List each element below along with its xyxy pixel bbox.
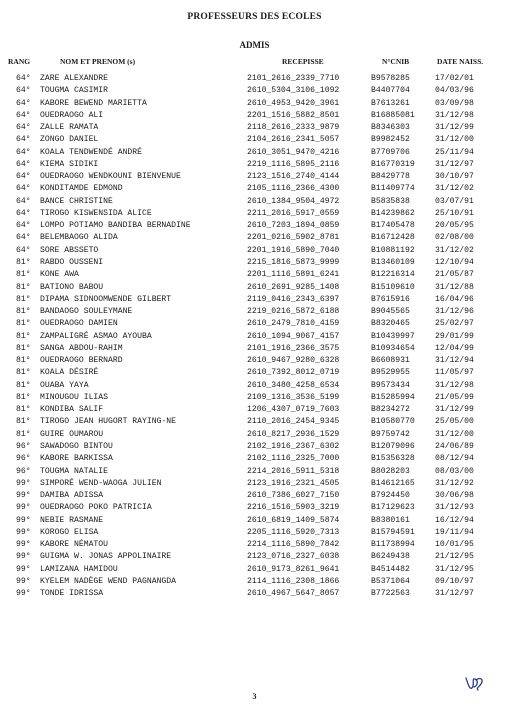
- cell-rang: 81°: [16, 392, 31, 402]
- cell-cnib: B7613261: [371, 98, 410, 108]
- cell-cnib: B6608931: [371, 356, 410, 366]
- cell-date: 31/12/00: [435, 135, 474, 145]
- cell-date: 31/12/96: [435, 307, 474, 317]
- column-header-recepisse: RECEPISSE: [282, 57, 324, 66]
- cell-recepisse: 2610_7392_8012_0719: [247, 368, 340, 378]
- cell-nom: KABORE BARKISSA: [40, 454, 113, 464]
- cell-cnib: B6249438: [371, 552, 410, 562]
- cell-nom: SANGA ABDOU-RAHIM: [40, 343, 123, 353]
- cell-recepisse: 2105_1116_2366_4300: [247, 184, 340, 194]
- cell-nom: RABDO OUSSENI: [40, 257, 104, 267]
- cell-rang: 81°: [16, 429, 31, 439]
- table-row: [0, 367, 509, 379]
- cell-rang: 64°: [16, 221, 31, 231]
- column-header-cnib: N°CNIB: [382, 57, 410, 66]
- cell-recepisse: 2119_0416_2343_6397: [247, 294, 340, 304]
- cell-recepisse: 2102_1116_2325_7000: [247, 454, 340, 464]
- cell-date: 31/12/92: [435, 478, 474, 488]
- cell-nom: OUEDRAOGO DAMIEN: [40, 319, 118, 329]
- cell-rang: 99°: [16, 564, 31, 574]
- cell-recepisse: 2123_0716_2327_6038: [247, 552, 340, 562]
- cell-cnib: B10881192: [371, 245, 415, 255]
- cell-rang: 99°: [16, 503, 31, 513]
- cell-nom: ZONGO DANIEL: [40, 135, 99, 145]
- cell-rang: 64°: [16, 184, 31, 194]
- cell-date: 24/06/89: [435, 441, 474, 451]
- cell-nom: OUABA YAYA: [40, 380, 89, 390]
- cell-cnib: B16770319: [371, 159, 415, 169]
- cell-cnib: B12079096: [371, 441, 415, 451]
- cell-cnib: B8380161: [371, 515, 410, 525]
- cell-recepisse: 2214_2016_5911_5318: [247, 466, 340, 476]
- table-row: [0, 110, 509, 122]
- cell-rang: 81°: [16, 257, 31, 267]
- table-row: [0, 147, 509, 159]
- cell-cnib: B8346303: [371, 123, 410, 133]
- column-header-rang: RANG: [8, 57, 31, 66]
- cell-nom: OUEDRAOGO BERNARD: [40, 356, 123, 366]
- cell-recepisse: 2101_2616_2339_7710: [247, 74, 340, 83]
- cell-recepisse: 2114_1116_2308_1866: [247, 576, 340, 586]
- cell-date: 30/10/97: [435, 172, 474, 182]
- table-row: [0, 196, 509, 208]
- table-row: [0, 331, 509, 343]
- cell-rang: 64°: [16, 74, 31, 83]
- cell-recepisse: 2102_1916_2367_6302: [247, 441, 340, 451]
- cell-nom: BANCE CHRISTINE: [40, 196, 113, 206]
- cell-date: 31/12/99: [435, 123, 474, 133]
- page-number: 3: [252, 692, 257, 701]
- cell-rang: 81°: [16, 319, 31, 329]
- table-row: [0, 85, 509, 97]
- cell-recepisse: 2214_1116_5890_7842: [247, 540, 340, 550]
- cell-cnib: B7615916: [371, 294, 410, 304]
- cell-date: 17/02/01: [435, 74, 474, 83]
- cell-recepisse: 2123_1516_2740_4144: [247, 172, 340, 182]
- cell-rang: 64°: [16, 98, 31, 108]
- cell-cnib: B8320465: [371, 319, 410, 329]
- cell-cnib: B7709706: [371, 147, 410, 157]
- cell-nom: KOROGO ELISA: [40, 527, 99, 537]
- cell-nom: DAMIBA ADISSA: [40, 491, 104, 501]
- cell-rang: 64°: [16, 159, 31, 169]
- cell-date: 09/10/97: [435, 576, 474, 586]
- cell-recepisse: 2215_1816_5873_9999: [247, 257, 340, 267]
- cell-nom: SIMPORÉ WEND-WAOGA JULIEN: [40, 478, 162, 488]
- cell-nom: TIROGO JEAN HUGORT RAYING-NE: [40, 417, 176, 427]
- table-row: [0, 269, 509, 281]
- cell-cnib: B9529955: [371, 368, 410, 378]
- cell-nom: SORE ABSSETO: [40, 245, 99, 255]
- cell-nom: OUEDRAOGO POKO PATRICIA: [40, 503, 152, 513]
- table-row: [0, 159, 509, 171]
- cell-date: 31/12/00: [435, 429, 474, 439]
- cell-date: 21/12/95: [435, 552, 474, 562]
- cell-date: 11/05/97: [435, 368, 474, 378]
- table-row: [0, 98, 509, 110]
- cell-cnib: B15356328: [371, 454, 415, 464]
- cell-nom: TOUGMA NATALIE: [40, 466, 108, 476]
- cell-date: 31/12/97: [435, 589, 474, 599]
- cell-nom: GUIRE OUMAROU: [40, 429, 104, 439]
- cell-cnib: B11409774: [371, 184, 415, 194]
- cell-recepisse: 2101_1916_2366_3575: [247, 343, 340, 353]
- cell-date: 31/12/98: [435, 110, 474, 120]
- cell-rang: 99°: [16, 552, 31, 562]
- cell-rang: 96°: [16, 466, 31, 476]
- cell-cnib: B15109610: [371, 282, 415, 292]
- cell-cnib: B17129623: [371, 503, 415, 513]
- cell-recepisse: 2610_5304_3106_1092: [247, 86, 340, 96]
- cell-recepisse: 1206_4307_0719_7603: [247, 405, 340, 415]
- table-row: [0, 134, 509, 146]
- cell-nom: TOUGMA CASIMIR: [40, 86, 108, 96]
- cell-nom: ZALLE RAMATA: [40, 123, 99, 133]
- cell-nom: TONDE IDRISSA: [40, 589, 104, 599]
- cell-date: 25/02/97: [435, 319, 474, 329]
- table-row: [0, 343, 509, 355]
- cell-nom: TIROGO KISWENSIDA ALICE: [40, 208, 152, 218]
- table-row: [0, 453, 509, 465]
- cell-cnib: B10439997: [371, 331, 415, 341]
- cell-recepisse: 2610_7203_1894_0859: [247, 221, 340, 231]
- cell-recepisse: 2610_2691_9285_1408: [247, 282, 340, 292]
- cell-date: 31/12/97: [435, 159, 474, 169]
- cell-recepisse: 2201_1116_5891_6241: [247, 270, 340, 280]
- cell-cnib: B11738994: [371, 540, 415, 550]
- document-title: PROFESSEURS DES ECOLES: [187, 12, 322, 22]
- table-row: [0, 355, 509, 367]
- cell-rang: 99°: [16, 589, 31, 599]
- table-row: [0, 478, 509, 490]
- cell-date: 31/12/98: [435, 380, 474, 390]
- cell-recepisse: 2201_1516_5882_8501: [247, 110, 340, 120]
- table-row: [0, 318, 509, 330]
- cell-nom: DIPAMA SIDNOOMWENDE GILBERT: [40, 294, 172, 304]
- cell-rang: 81°: [16, 417, 31, 427]
- cell-date: 21/05/99: [435, 392, 474, 402]
- table-row: [0, 466, 509, 478]
- table-row: [0, 490, 509, 502]
- cell-rang: 81°: [16, 331, 31, 341]
- cell-rang: 99°: [16, 540, 31, 550]
- cell-recepisse: 2610_7386_6027_7150: [247, 491, 340, 501]
- cell-cnib: B9573434: [371, 380, 410, 390]
- cell-nom: KONDITAMDE EDMOND: [40, 184, 123, 194]
- table-row: [0, 232, 509, 244]
- cell-recepisse: 2211_2016_5917_0559: [247, 208, 340, 218]
- cell-nom: BANDAOGO SOULEYMANE: [40, 307, 133, 317]
- cell-cnib: B9578285: [371, 74, 410, 83]
- cell-date: 31/12/94: [435, 356, 474, 366]
- table-row: [0, 208, 509, 220]
- table-row: [0, 183, 509, 195]
- table-row: [0, 73, 509, 85]
- cell-cnib: B16885081: [371, 110, 415, 120]
- cell-rang: 64°: [16, 245, 31, 255]
- table-row: [0, 416, 509, 428]
- cell-cnib: B8028203: [371, 466, 410, 476]
- cell-date: 31/12/93: [435, 503, 474, 513]
- cell-cnib: B4514482: [371, 564, 410, 574]
- cell-date: 20/05/95: [435, 221, 474, 231]
- cell-date: 31/12/88: [435, 282, 474, 292]
- table-row: [0, 539, 509, 551]
- cell-cnib: B14239862: [371, 208, 415, 218]
- cell-recepisse: 2610_4967_5647_8057: [247, 589, 340, 599]
- table-row: [0, 392, 509, 404]
- cell-date: 12/04/99: [435, 343, 474, 353]
- cell-cnib: B8429778: [371, 172, 410, 182]
- cell-rang: 81°: [16, 356, 31, 366]
- cell-cnib: B16712428: [371, 233, 415, 243]
- cell-nom: KOALA DÉSIRÉ: [40, 368, 99, 378]
- cell-date: 08/03/00: [435, 466, 474, 476]
- cell-rang: 81°: [16, 368, 31, 378]
- cell-nom: KONDIBA SALIF: [40, 405, 104, 415]
- table-row: [0, 576, 509, 588]
- cell-nom: KABORE BEWEND MARIETTA: [40, 98, 147, 108]
- cell-cnib: B15794591: [371, 527, 415, 537]
- table-row: [0, 380, 509, 392]
- cell-recepisse: 2216_1516_5903_3219: [247, 503, 340, 513]
- cell-date: 03/09/98: [435, 98, 474, 108]
- table-row: [0, 122, 509, 134]
- cell-rang: 81°: [16, 405, 31, 415]
- cell-recepisse: 2610_6819_1409_5874: [247, 515, 340, 525]
- cell-rang: 96°: [16, 454, 31, 464]
- table-row: [0, 564, 509, 576]
- cell-date: 31/12/02: [435, 245, 474, 255]
- cell-date: 25/11/94: [435, 147, 474, 157]
- table-row: [0, 404, 509, 416]
- cell-recepisse: 2123_1916_2321_4505: [247, 478, 340, 488]
- table-row: [0, 245, 509, 257]
- results-table: [0, 73, 509, 600]
- cell-nom: ZAMPALIGRÉ ASMAO AYOUBA: [40, 331, 152, 341]
- cell-cnib: B9982452: [371, 135, 410, 145]
- cell-recepisse: 2110_2016_2454_9345: [247, 417, 340, 427]
- column-header-nom: NOM ET PRENOM (s): [60, 57, 136, 66]
- cell-date: 12/10/94: [435, 257, 474, 267]
- cell-cnib: B10934654: [371, 343, 415, 353]
- cell-cnib: B8234272: [371, 405, 410, 415]
- cell-rang: 64°: [16, 208, 31, 218]
- cell-rang: 81°: [16, 282, 31, 292]
- cell-recepisse: 2610_2479_7810_4159: [247, 319, 340, 329]
- cell-nom: KIEMA SIDIKI: [40, 159, 99, 169]
- table-row: [0, 294, 509, 306]
- table-row: [0, 527, 509, 539]
- cell-recepisse: 2610_1384_9504_4972: [247, 196, 340, 206]
- cell-date: 31/12/95: [435, 564, 474, 574]
- cell-nom: ZARE ALEXANDRE: [40, 74, 108, 83]
- cell-recepisse: 2104_2616_2341_5057: [247, 135, 340, 145]
- cell-cnib: B10580770: [371, 417, 415, 427]
- cell-rang: 81°: [16, 294, 31, 304]
- cell-rang: 64°: [16, 196, 31, 206]
- table-row: [0, 306, 509, 318]
- cell-rang: 96°: [16, 441, 31, 451]
- table-row: [0, 515, 509, 527]
- table-row: [0, 171, 509, 183]
- cell-nom: KABORE NÉMATOU: [40, 540, 108, 550]
- cell-nom: OUEDRAOGO WENDKOUNI BIENVENUE: [40, 172, 181, 182]
- cell-nom: OUEDRAOGO ALI: [40, 110, 104, 120]
- table-row: [0, 588, 509, 600]
- cell-date: 03/07/91: [435, 196, 474, 206]
- cell-rang: 99°: [16, 478, 31, 488]
- cell-recepisse: 2201_1916_5890_7040: [247, 245, 340, 255]
- cell-rang: 64°: [16, 86, 31, 96]
- document-subtitle: ADMIS: [239, 40, 270, 50]
- cell-cnib: B7722563: [371, 589, 410, 599]
- cell-rang: 64°: [16, 110, 31, 120]
- cell-rang: 81°: [16, 343, 31, 353]
- cell-nom: SAWADOGO BINTOU: [40, 441, 113, 451]
- cell-nom: LAMIZANA HAMIDOU: [40, 564, 118, 574]
- cell-nom: LOMPO POTIAMO BANDIBA BERNADINE: [40, 221, 191, 231]
- cell-recepisse: 2610_1094_9067_4157: [247, 331, 340, 341]
- cell-rang: 64°: [16, 172, 31, 182]
- cell-rang: 64°: [16, 233, 31, 243]
- table-row: [0, 551, 509, 563]
- cell-nom: KYELEM NADÈGE WEND PAGNANGDA: [40, 576, 176, 586]
- cell-rang: 99°: [16, 576, 31, 586]
- cell-recepisse: 2201_0216_5902_8781: [247, 233, 340, 243]
- cell-recepisse: 2205_1116_5920_7313: [247, 527, 340, 537]
- cell-cnib: B9045565: [371, 307, 410, 317]
- cell-nom: NEBIE RASMANE: [40, 515, 104, 525]
- cell-cnib: B5371064: [371, 576, 410, 586]
- cell-cnib: B9759742: [371, 429, 410, 439]
- cell-nom: KONE AWA: [40, 270, 79, 280]
- cell-cnib: B4407704: [371, 86, 410, 96]
- cell-date: 10/01/95: [435, 540, 474, 550]
- cell-date: 21/05/87: [435, 270, 474, 280]
- cell-rang: 64°: [16, 147, 31, 157]
- cell-recepisse: 2610_9467_9280_6328: [247, 356, 340, 366]
- cell-cnib: B7924450: [371, 491, 410, 501]
- cell-nom: GUIGMA W. JONAS APPOLINAIRE: [40, 552, 172, 562]
- cell-cnib: B12216314: [371, 270, 415, 280]
- cell-recepisse: 2610_4953_9420_3961: [247, 98, 340, 108]
- cell-rang: 64°: [16, 135, 31, 145]
- cell-nom: KOALA TENDWENDÉ ANDRÉ: [40, 147, 142, 157]
- cell-date: 16/12/94: [435, 515, 474, 525]
- cell-date: 25/10/91: [435, 208, 474, 218]
- cell-date: 29/01/99: [435, 331, 474, 341]
- cell-rang: 81°: [16, 270, 31, 280]
- cell-cnib: B13460109: [371, 257, 415, 267]
- cell-cnib: B15285994: [371, 392, 415, 402]
- cell-rang: 81°: [16, 307, 31, 317]
- cell-rang: 64°: [16, 123, 31, 133]
- cell-recepisse: 2610_9173_8261_9641: [247, 564, 340, 574]
- table-row: [0, 429, 509, 441]
- cell-rang: 99°: [16, 527, 31, 537]
- cell-recepisse: 2610_3051_9470_4216: [247, 147, 340, 157]
- cell-rang: 99°: [16, 515, 31, 525]
- cell-date: 02/08/00: [435, 233, 474, 243]
- column-header-date: DATE NAISS.: [437, 57, 484, 66]
- cell-date: 30/06/98: [435, 491, 474, 501]
- table-row: [0, 257, 509, 269]
- cell-date: 25/05/00: [435, 417, 474, 427]
- cell-cnib: B17405478: [371, 221, 415, 231]
- cell-date: 04/03/96: [435, 86, 474, 96]
- cell-nom: BELEMBAOGO ALIDA: [40, 233, 118, 243]
- table-row: [0, 441, 509, 453]
- table-row: [0, 502, 509, 514]
- cell-date: 19/11/94: [435, 527, 474, 537]
- cell-cnib: B14612165: [371, 478, 415, 488]
- cell-recepisse: 2610_3480_4258_6534: [247, 380, 340, 390]
- cell-date: 16/04/96: [435, 294, 474, 304]
- cell-date: 08/12/94: [435, 454, 474, 464]
- cell-recepisse: 2610_8217_2936_1529: [247, 429, 340, 439]
- cell-recepisse: 2219_0216_5872_6188: [247, 307, 340, 317]
- cell-nom: BATIONO BABOU: [40, 282, 104, 292]
- cell-cnib: B5835838: [371, 196, 410, 206]
- table-row: [0, 282, 509, 294]
- cell-date: 31/12/99: [435, 405, 474, 415]
- table-row: [0, 220, 509, 232]
- cell-rang: 81°: [16, 380, 31, 390]
- cell-rang: 99°: [16, 491, 31, 501]
- signature-mark: [463, 674, 487, 694]
- cell-recepisse: 2118_2616_2333_9879: [247, 123, 340, 133]
- cell-recepisse: 2219_1116_5895_2116: [247, 159, 340, 169]
- cell-nom: MINOUGOU ILIAS: [40, 392, 108, 402]
- cell-date: 31/12/02: [435, 184, 474, 194]
- cell-recepisse: 2109_1316_3536_5199: [247, 392, 340, 402]
